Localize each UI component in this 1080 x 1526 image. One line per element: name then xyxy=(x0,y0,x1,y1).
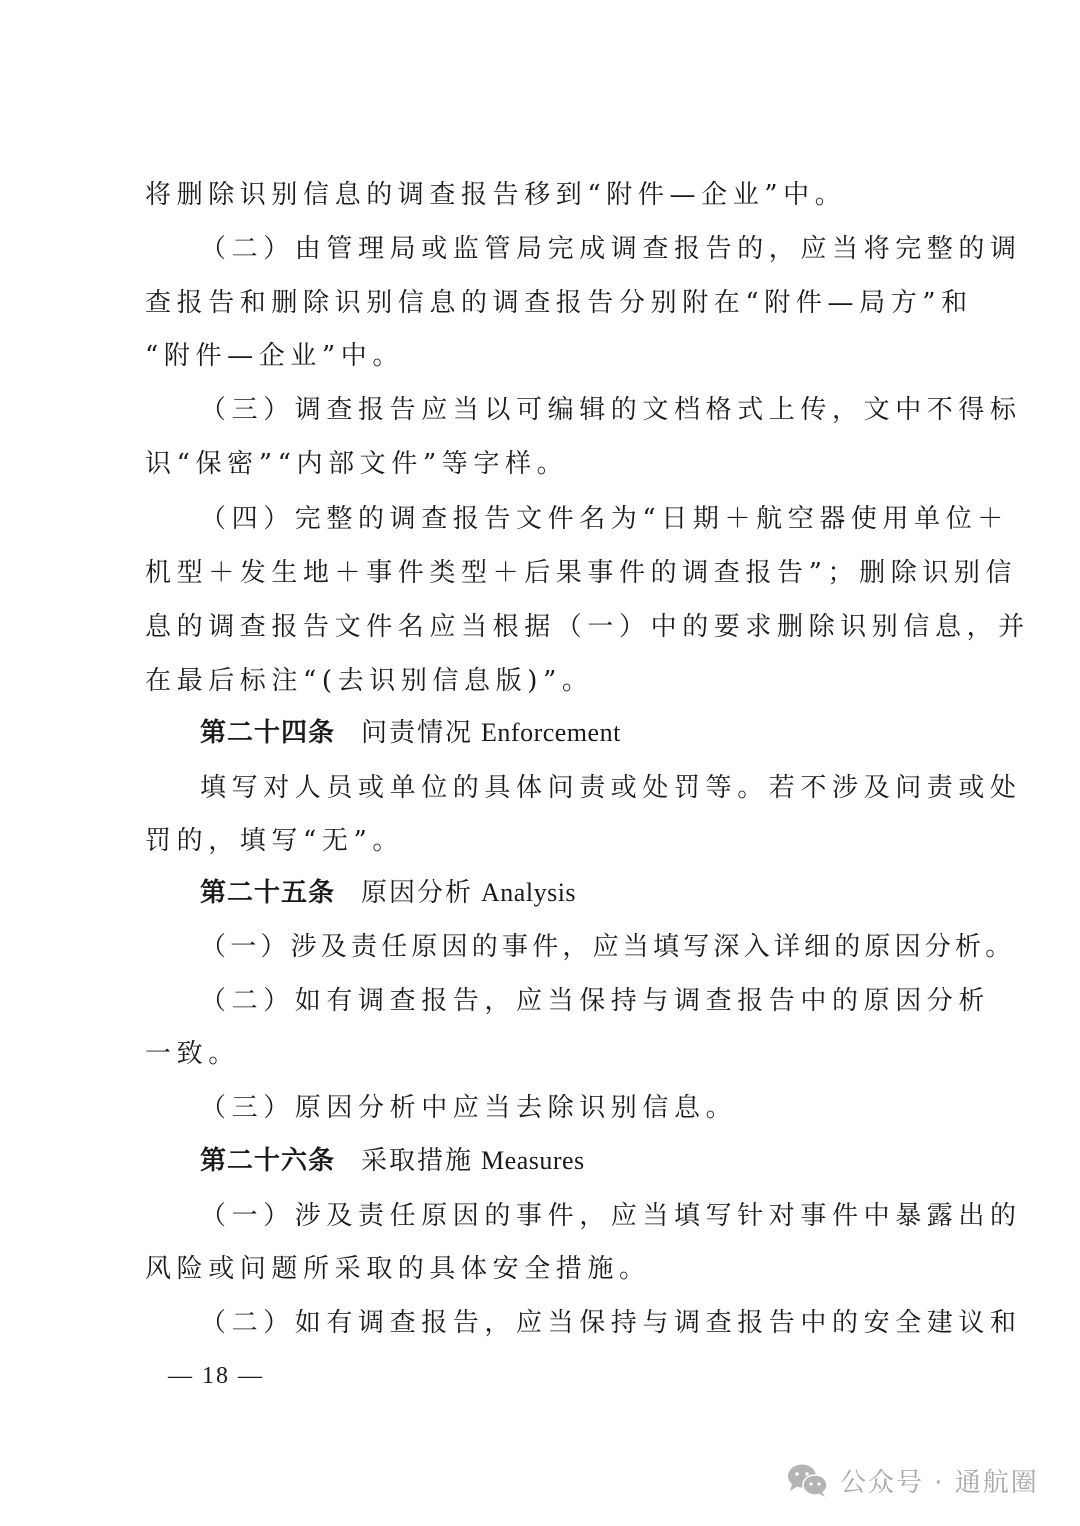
paragraph-line: 罚的，填写“无”。 xyxy=(145,826,404,856)
paragraph-line: （三）调查报告应当以可编辑的文档格式上传，文中不得标 xyxy=(200,395,1022,425)
paragraph-line: 查报告和删除识别信息的调查报告分别附在“附件—局方”和 xyxy=(145,288,973,318)
paragraph-line: （三）原因分析中应当去除识别信息。 xyxy=(200,1093,738,1123)
article-number: 第二十五条 xyxy=(200,878,336,908)
page-number: — 18 — xyxy=(168,1363,264,1389)
paragraph-line: 机型＋发生地＋事件类型＋后果事件的调查报告”；删除识别信 xyxy=(145,558,1018,588)
article-number: 第二十六条 xyxy=(200,1146,336,1176)
article-title: 采取措施 xyxy=(361,1146,474,1176)
paragraph-line: （一）涉及责任原因的事件，应当填写深入详细的原因分析。 xyxy=(200,932,1016,962)
watermark xyxy=(786,1460,1039,1500)
paragraph-line: （一）涉及责任原因的事件，应当填写针对事件中暴露出的 xyxy=(200,1201,1022,1231)
paragraph-line: 在最后标注“(去识别信息版)”。 xyxy=(145,666,594,696)
paragraph-line: 风险或问题所采取的具体安全措施。 xyxy=(145,1254,651,1284)
paragraph-line: 将删除识别信息的调查报告移到“附件—企业”中。 xyxy=(145,180,847,210)
paragraph-line: 一致。 xyxy=(145,1039,240,1069)
paragraph-line: （二）由管理局或监管局完成调查报告的，应当将完整的调 xyxy=(200,234,1022,264)
watermark-label: 公众号 · 通航圈 xyxy=(840,1467,1039,1498)
article-title-en: Analysis xyxy=(481,878,577,907)
article-number: 第二十四条 xyxy=(200,718,336,748)
paragraph-line: 息的调查报告文件名应当根据（一）中的要求删除识别信息，并 xyxy=(145,612,1030,642)
wechat-icon xyxy=(786,1462,830,1498)
paragraph-line: 填写对人员或单位的具体问责或处罚等。若不涉及问责或处 xyxy=(200,773,1022,803)
article-25-heading xyxy=(200,873,576,913)
article-title-en: Measures xyxy=(481,1146,585,1175)
article-24-heading xyxy=(200,713,621,753)
paragraph-line: （二）如有调查报告，应当保持与调查报告中的安全建议和 xyxy=(200,1308,1022,1338)
paragraph-line: （四）完整的调查报告文件名为“日期＋航空器使用单位＋ xyxy=(200,504,1009,534)
paragraph-line: “附件—企业”中。 xyxy=(145,341,404,371)
paragraph-line: （二）如有调查报告，应当保持与调查报告中的原因分析 xyxy=(200,986,991,1016)
article-title: 问责情况 xyxy=(361,718,474,748)
article-title: 原因分析 xyxy=(361,878,474,908)
article-title-en: Enforcement xyxy=(481,718,621,747)
paragraph-line: 识“保密”“内部文件”等字样。 xyxy=(145,449,569,479)
article-26-heading xyxy=(200,1141,585,1181)
